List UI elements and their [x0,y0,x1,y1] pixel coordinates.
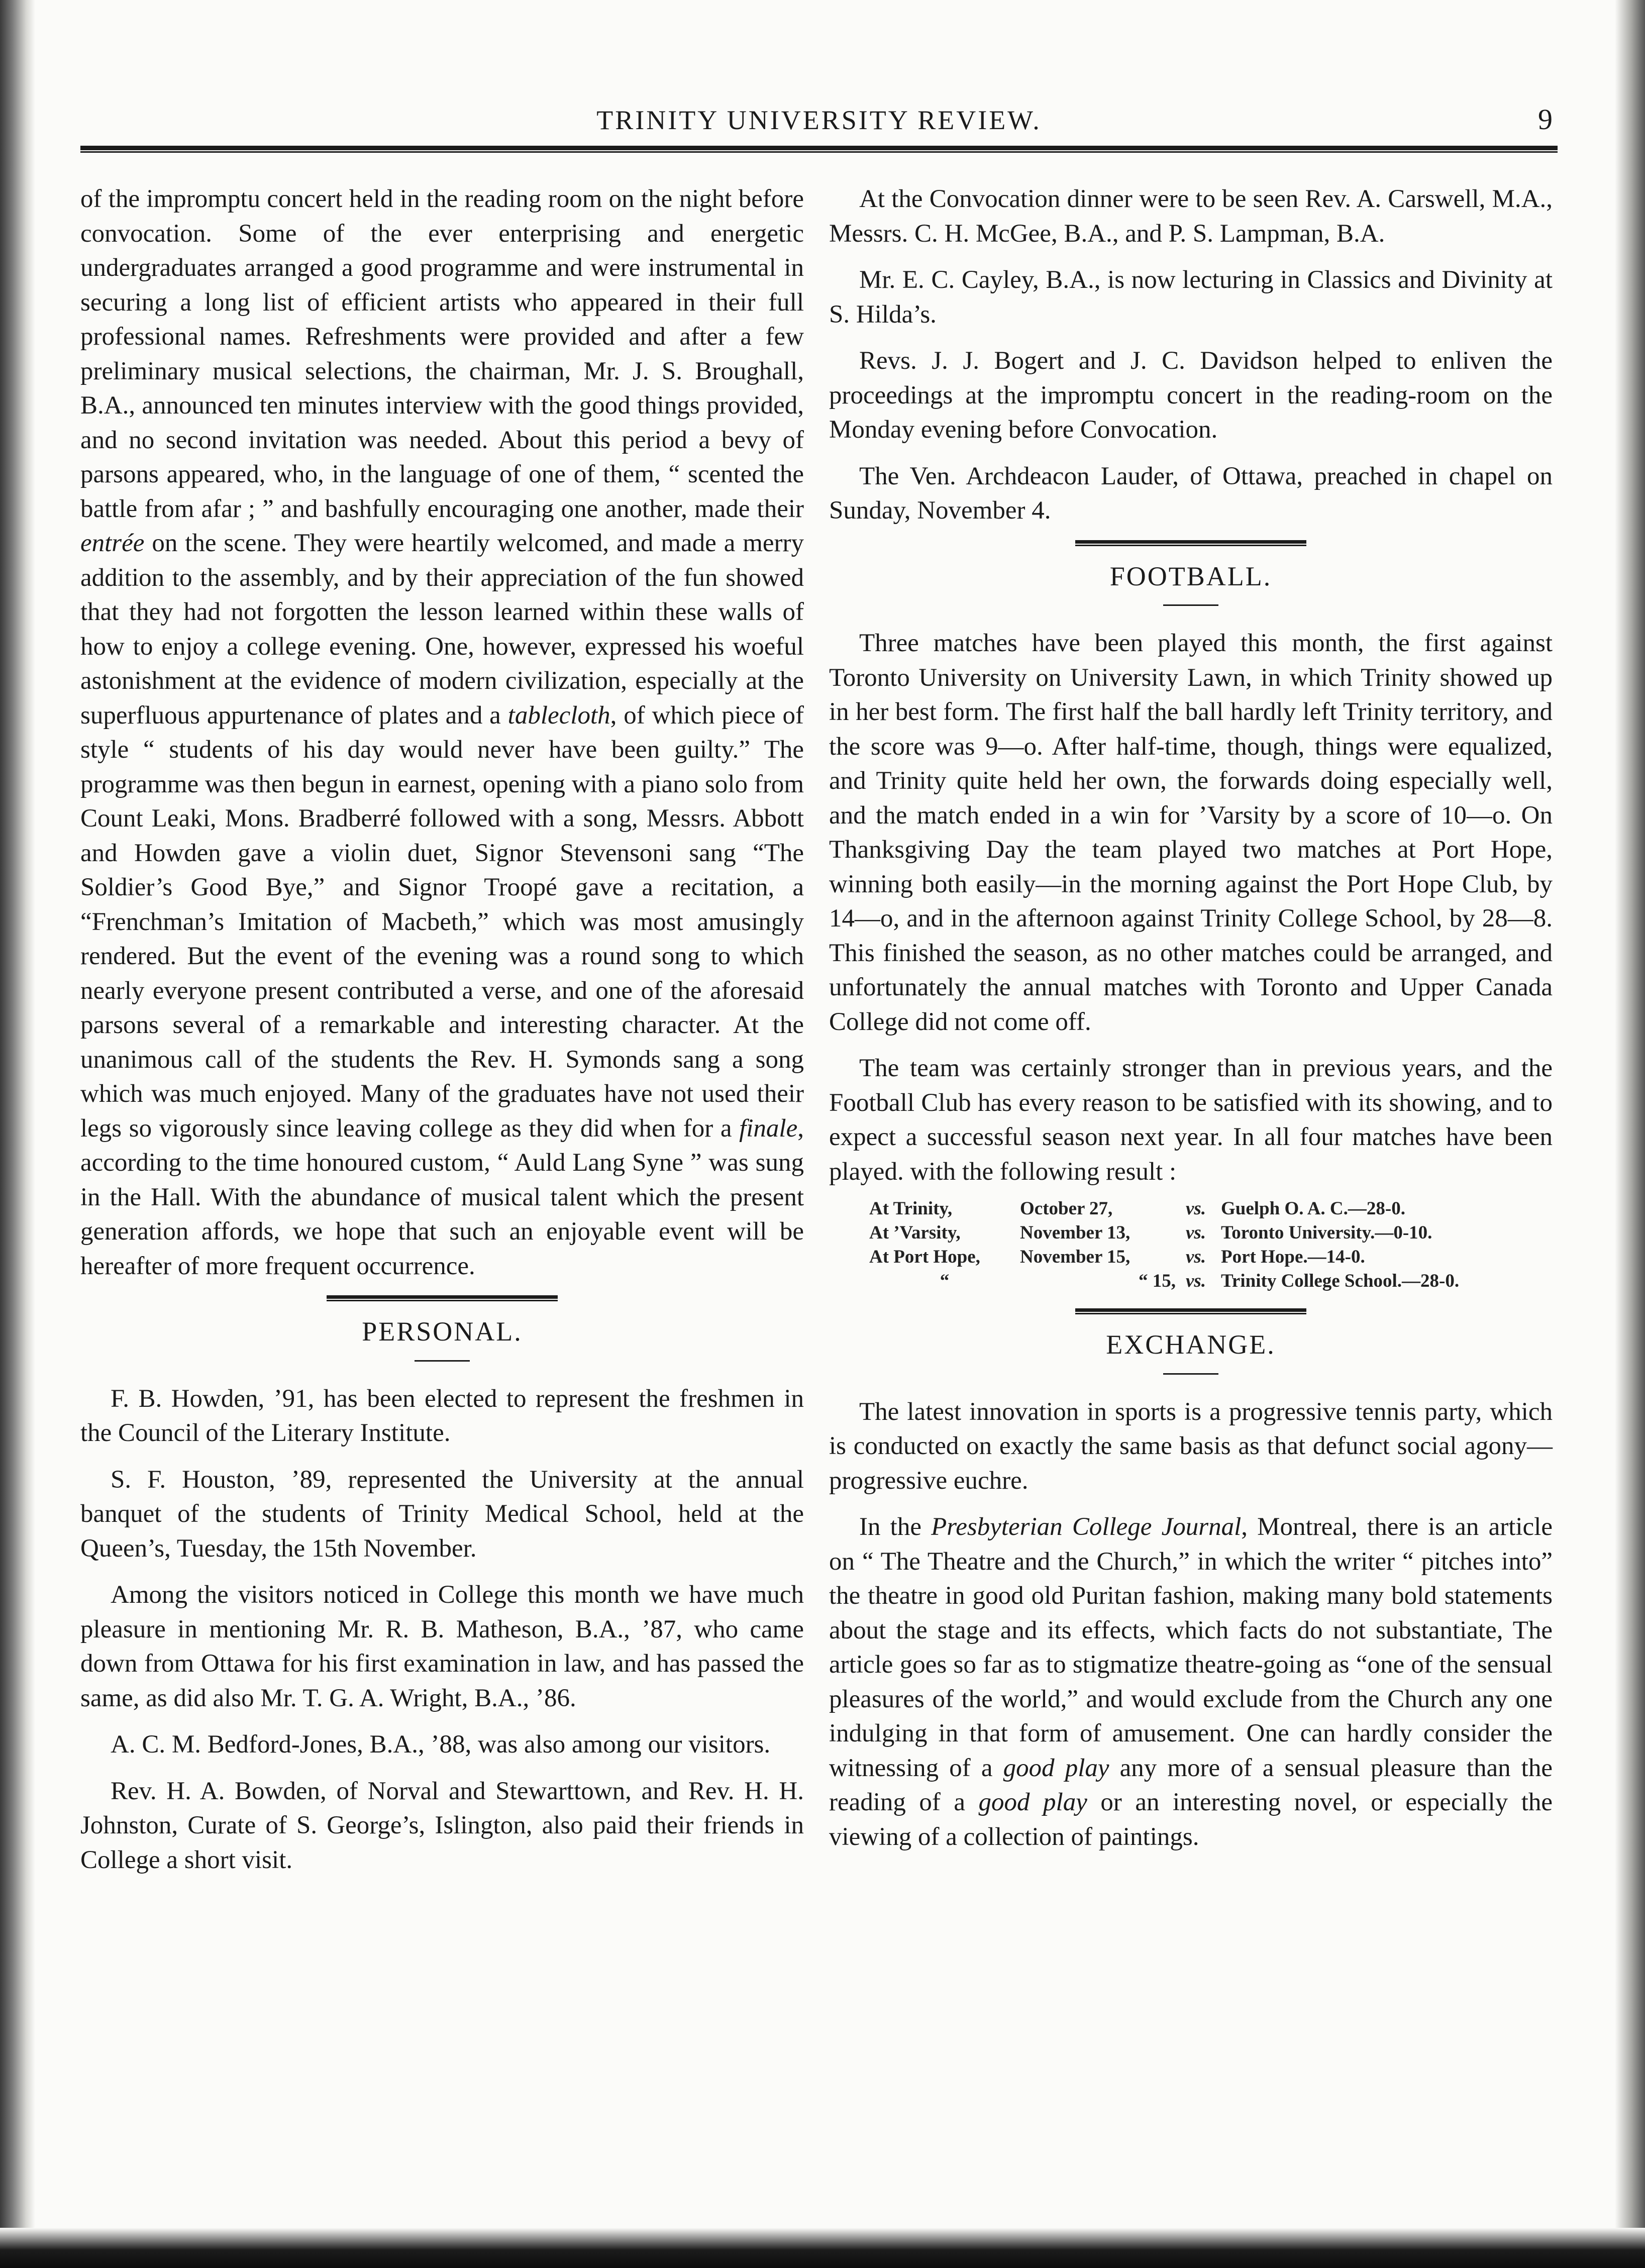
exchange-text-3: any more of a sensual pleasure than the reading of a [829,1754,1553,1816]
concert-text-1: of the impromptu concert held in the reading room on the night before convocation. Some of the ever enterprising and energetic undergraduates arranged a good programme and were instrumental in securing a long list of efficient artists who appeared in their full professional names. Refreshments were provided and after a few preliminary musical selections, the chairman, Mr. J. S. Broughall, B.A., announced ten minutes interview with the good things provided, and no second invitation was needed. About this period a bevy of parsons appeared, who, in the language of one of them, “ scented the battle from afar ; ” and bashfully encouraging one another, made their [80,185,804,523]
football-heading: FOOTBALL. [1109,561,1272,591]
football-short-rule [1163,604,1218,606]
exchange-italic-good-play: good play [1003,1754,1109,1782]
right-column [829,182,1553,1866]
personal-heading: PERSONAL. [362,1316,523,1347]
note-paragraph: At the Convocation dinner were to be seen Rev. A. Carswell, M.A., Messrs. C. H. McGee, B.A., and P. S. Lampman, B.A. [829,185,1553,248]
match-score: Guelph O. A. C.—28-0. [1221,1198,1405,1219]
scan-edge-bottom [0,2228,1645,2268]
concert-text-3: , of which piece of style “ students of his day would never have been guilty.” The programme was then begun in earnest, opening with a piano solo from Count Leaki, Mons. Bradberré followed with a song, Messrs. Abbott and Howden gave a violin duet, Signor Stevensoni sang “The Soldier’s Good Bye,” and Signor Troopé gave a recitation, a “Frenchman’s Imitation of Macbeth,” which was most amusingly rendered. But the event of the evening was a round song to which nearly everyone present contributed a verse, and one of the aforesaid parsons several of a remarkable and interesting character. At the unanimous call of the students the Rev. H. Symonds sang a song which was much enjoyed. Many of the graduates have not used their legs so vigorously since leaving college as they did when for a [80,701,804,1143]
match-vs: vs. [1186,1271,1206,1291]
football-top-rule [1075,540,1306,546]
exchange-italic-good-play: good play [978,1788,1087,1816]
exchange-paragraph [829,1510,1553,1854]
personal-top-rule [327,1295,558,1301]
exchange-italic-journal: Presbyterian College Journal [931,1513,1242,1541]
page-header [80,100,1558,146]
personal-short-rule [415,1360,470,1362]
scan-edge-right [1615,0,1645,2268]
concert-paragraph [80,182,804,1283]
concert-text-4: , according to the time honoured custom, “ Auld Lang Syne ” was sung in the Hall. With the abundance of musical talent which the present generation affords, we hope that such an enjoyable event will be hereafter of more frequent occurrence. [80,1114,804,1280]
exchange-text-4: or an interesting novel, or especially the viewing of a collection of paintings. [829,1788,1553,1851]
scan-edge-left [0,0,35,2268]
header-rule [80,146,1558,153]
personal-paragraph: Among the visitors noticed in College this month we have much pleasure in mentioning Mr. R. B. Matheson, B.A., ’87, who came down from Ottawa for his first examination in law, and has passed the same, as did also Mr. T. G. A. Wright, B.A., ’86. [80,1581,804,1712]
concert-italic-finale: finale [739,1114,798,1143]
concert-italic-tablecloth: tablecloth [507,701,610,730]
match-place: “ [940,1271,950,1291]
personal-paragraph: F. B. Howden, ’91, has been elected to represent the freshmen in the Council of the Literary Institute. [80,1384,804,1447]
match-place: At Trinity, [869,1198,953,1219]
match-date: November 13, [1020,1222,1130,1243]
match-result-row [869,1269,1553,1293]
match-place: At Port Hope, [869,1247,980,1267]
match-results-table [869,1197,1553,1293]
exchange-paragraph: The latest innovation in sports is a progressive tennis party, which is conducted on exactly the same basis as that defunct social agony—progressive euchre. [829,1397,1553,1495]
left-column [80,182,804,1889]
note-paragraph: Mr. E. C. Cayley, B.A., is now lecturing in Classics and Divinity at S. Hilda’s. [829,266,1553,329]
note-paragraph: Revs. J. J. Bogert and J. C. Davidson helped to enliven the proceedings at the impromptu concert in the reading-room on the Monday evening before Convocation. [829,347,1553,444]
match-score: Trinity College School.—28-0. [1221,1271,1460,1291]
match-result-row [869,1245,1553,1269]
exchange-short-rule [1163,1373,1218,1375]
match-vs: vs. [1186,1198,1206,1219]
exchange-heading: EXCHANGE. [1106,1329,1276,1360]
exchange-top-rule [1075,1308,1306,1314]
journal-title: TRINITY UNIVERSITY REVIEW. [596,105,1042,135]
football-paragraph: The team was certainly stronger than in previous years, and the Football Club has every reason to be satisfied with its showing, and to expect a successful season next year. In all four matches have been played. with the following result : [829,1054,1553,1186]
match-vs: vs. [1186,1222,1206,1243]
match-score: Port Hope.—14-0. [1221,1247,1365,1267]
match-result-row [869,1221,1553,1245]
match-result-row [869,1197,1553,1221]
football-paragraph: Three matches have been played this month, the first against Toronto University on University Lawn, in which Trinity showed up in her best form. The first half the ball hardly left Trinity territory, and the score was 9—o. After half-time, though, things were equalized, and Trinity quite held her own, the forwards doing especially well, and the match ended in a win for ’Varsity by a score of 10—o. On Thanksgiving Day the team played two matches at Port Hope, winning both easily—in the morning against the Port Hope Club, by 14—o, and in the afternoon against Trinity College School, by 28—8. This finished the season, as no other matches could be arranged, and unfortunately the annual matches with Toronto and Upper Canada College did not come off. [829,629,1553,1036]
personal-paragraph: Rev. H. A. Bowden, of Norval and Stewarttown, and Rev. H. H. Johnston, Curate of S. George’s, Islington, also paid their friends in College a short visit. [80,1777,804,1874]
page-number: 9 [1538,103,1553,136]
concert-text-2: on the scene. They were heartily welcomed, and made a merry addition to the assembly, and by their appreciation of the fun showed that they had not forgotten the lesson learned within these walls of how to enjoy a college evening. One, however, expressed his woeful astonishment at the evidence of modern civilization, especially at the superfluous appurtenance of plates and a [80,529,804,730]
exchange-text-2: , Montreal, there is an article on “ The Theatre and the Church,” in which the writer “ pitches into” the theatre in good old Puritan fashion, making many bold statements about the stage and its effects, which facts do not substantiate, The article goes so far as to stigmatize theatre-going as “one of the sensual pleasures of the world,” and would exclude from the Church any one indulging in that form of amusement. One can hardly consider the witnessing of a [829,1513,1553,1782]
personal-paragraph: S. F. Houston, ’89, represented the University at the annual banquet of the students of Trinity Medical School, held at the Queen’s, Tuesday, the 15th November. [80,1465,804,1563]
exchange-text-1: In the [859,1513,932,1541]
match-vs: vs. [1186,1247,1206,1267]
match-date: November 15, [1020,1247,1130,1267]
match-date: October 27, [1020,1198,1113,1219]
match-score: Toronto University.—0-10. [1221,1222,1432,1243]
personal-paragraph: A. C. M. Bedford-Jones, B.A., ’88, was also among our visitors. [111,1730,771,1759]
concert-italic-entree: entrée [80,529,145,557]
note-paragraph: The Ven. Archdeacon Lauder, of Ottawa, preached in chapel on Sunday, November 4. [829,462,1553,525]
match-place: At ’Varsity, [869,1222,961,1243]
match-date: “ 15, [1139,1271,1176,1291]
